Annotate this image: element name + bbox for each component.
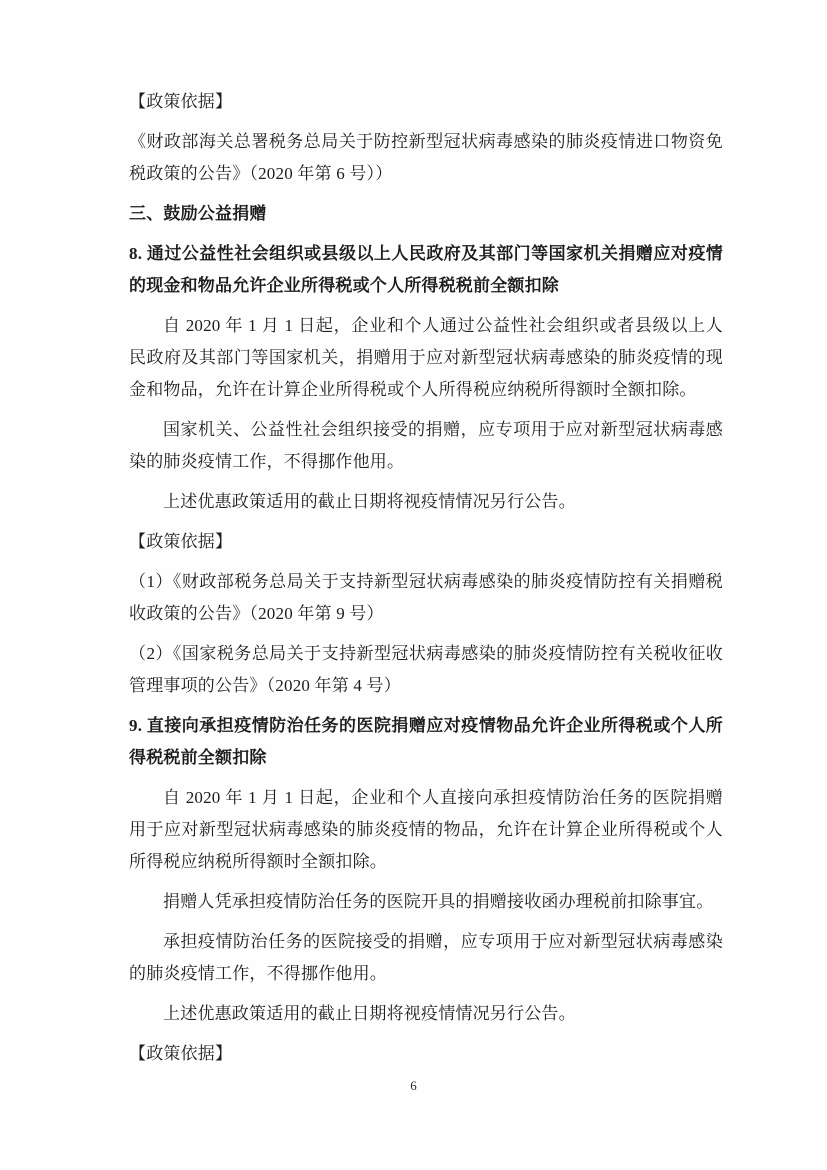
document-body (129, 86, 723, 1078)
citation-paragraph-1: （1）《财政部税务总局关于支持新型冠状病毒感染的肺炎疫情防控有关捐赠税收政策的公告》（2020 年第 9 号） (129, 572, 723, 623)
citation-paragraph-2: （2）《国家税务总局关于支持新型冠状病毒感染的肺炎疫情防控有关税收征收管理事项的公告》（2020 年第 4 号） (129, 644, 723, 695)
body-paragraph: 捐赠人凭承担疫情防治任务的医院开具的捐赠接收函办理税前扣除事宜。 (163, 892, 714, 911)
page-number: 6 (410, 1078, 417, 1093)
body-paragraph: 国家机关、公益性社会组织接受的捐赠，应专项用于应对新型冠状病毒感染的肺炎疫情工作，不得挪作他用。 (129, 420, 723, 471)
body-paragraph: 上述优惠政策适用的截止日期将视疫情情况另行公告。 (163, 492, 576, 511)
item-9-heading: 9. 直接向承担疫情防治任务的医院捐赠应对疫情物品允许企业所得税或个人所得税税前全额扣除 (129, 716, 723, 767)
citation-paragraph: 《财政部海关总署税务总局关于防控新型冠状病毒感染的肺炎疫情进口物资免税政策的公告》（2020 年第 6 号）） (129, 132, 723, 183)
body-paragraph: 上述优惠政策适用的截止日期将视疫情情况另行公告。 (163, 1004, 576, 1023)
body-paragraph: 自 2020 年 1 月 1 日起，企业和个人直接向承担疫情防治任务的医院捐赠用于应对新型冠状病毒感染的肺炎疫情的物品，允许在计算企业所得税或个人所得税应纳税所得额时全额扣除。 (129, 788, 723, 871)
policy-basis-label: 【政策依据】 (129, 1044, 233, 1063)
policy-basis-label: 【政策依据】 (129, 92, 233, 111)
section-heading: 三、鼓励公益捐赠 (129, 204, 267, 223)
body-paragraph: 自 2020 年 1 月 1 日起，企业和个人通过公益性社会组织或者县级以上人民政府及其部门等国家机关，捐赠用于应对新型冠状病毒感染的肺炎疫情的现金和物品，允许在计算企业所得税或个人所得税应纳税所得额时全额扣除。 (129, 316, 723, 399)
item-8-heading: 8. 通过公益性社会组织或县级以上人民政府及其部门等国家机关捐赠应对疫情的现金和物品允许企业所得税或个人所得税税前全额扣除 (129, 244, 723, 295)
body-paragraph: 承担疫情防治任务的医院接受的捐赠，应专项用于应对新型冠状病毒感染的肺炎疫情工作，不得挪作他用。 (129, 932, 723, 983)
policy-basis-label: 【政策依据】 (129, 532, 233, 551)
